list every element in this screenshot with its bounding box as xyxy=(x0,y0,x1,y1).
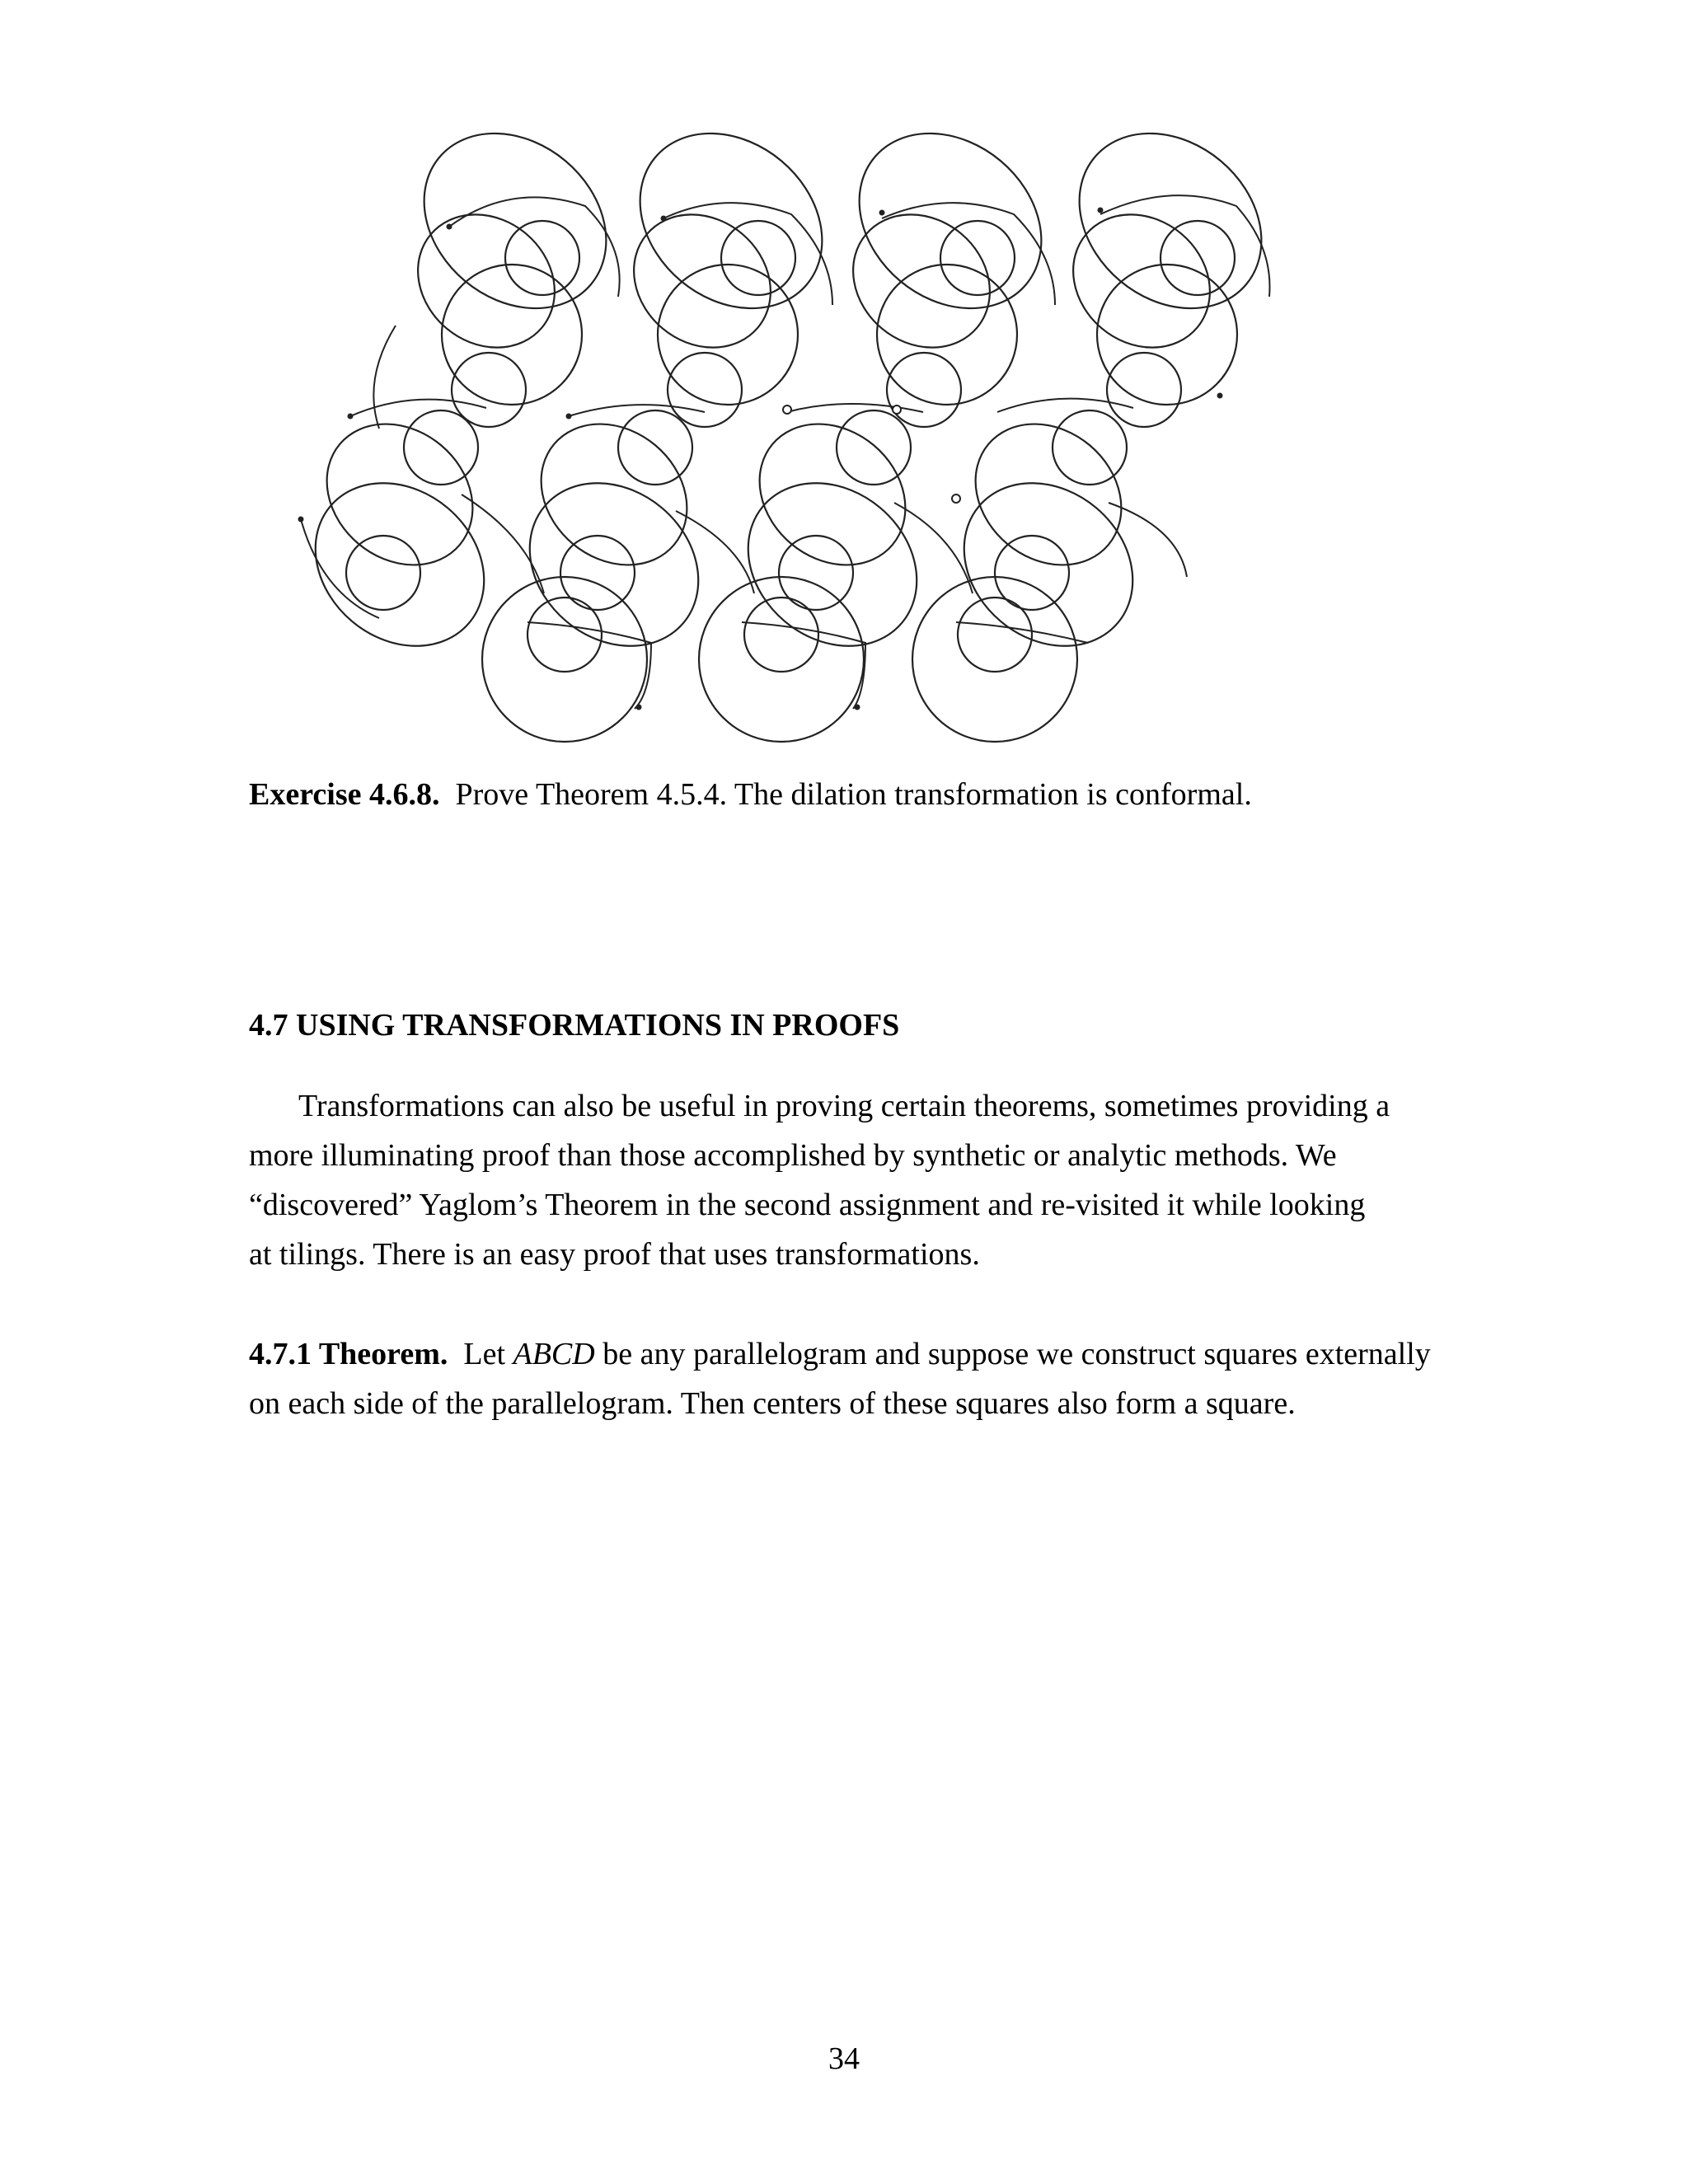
figure-ellipse xyxy=(389,97,641,344)
figure-point xyxy=(783,405,791,414)
figure-ellipse xyxy=(607,187,797,375)
figure-point xyxy=(952,494,960,503)
theorem-parallelogram-name: ABCD xyxy=(513,1337,595,1371)
figure-circle xyxy=(404,410,478,485)
paragraph-line: “discovered” Yaglom’s Theorem in the second assignment and re-visited it while looking xyxy=(249,1188,1366,1222)
theorem-text-before: Let xyxy=(463,1337,505,1371)
page-number: 34 xyxy=(828,2041,860,2076)
figure-arc xyxy=(373,326,396,429)
figure-circle xyxy=(1053,410,1127,485)
figure-circle xyxy=(1097,265,1237,405)
figure-ellipse xyxy=(1044,97,1296,344)
figure-circle xyxy=(940,221,1015,295)
paragraph-line: Transformations can also be useful in proving certain theorems, sometimes providing a xyxy=(298,1089,1390,1123)
paragraph-line: more illuminating proof than those accomplished by synthetic or analytic methods. We xyxy=(249,1138,1337,1173)
figure-circle xyxy=(442,265,582,405)
theorem-label: 4.7.1 Theorem. xyxy=(249,1337,448,1371)
figure-circle xyxy=(699,577,864,742)
figure-arc xyxy=(663,203,832,305)
figure-ellipse xyxy=(605,97,857,344)
figure-ellipse xyxy=(931,449,1165,679)
figure-point xyxy=(856,705,860,710)
figure-point xyxy=(349,415,353,419)
figure-arc xyxy=(956,622,1088,643)
figure-circle xyxy=(887,353,961,427)
figure-point xyxy=(1099,209,1103,213)
figure-circle xyxy=(618,410,692,485)
figure-point xyxy=(299,518,303,522)
figure-point xyxy=(880,211,884,215)
figure-arc xyxy=(1100,195,1270,297)
paragraph-line: at tilings. There is an easy proof that uses transformations. xyxy=(249,1237,980,1272)
figure-circle xyxy=(528,598,602,672)
figure-arc xyxy=(787,404,923,412)
figure-point xyxy=(637,705,641,710)
figure-circle xyxy=(668,353,742,427)
exercise-4-6-8 xyxy=(249,770,1452,819)
figure-ellipse xyxy=(826,187,1016,375)
figure-circle xyxy=(452,353,526,427)
figure-circle xyxy=(744,598,818,672)
figure-circle xyxy=(505,221,579,295)
figure-ellipse xyxy=(283,449,517,679)
figure-circle xyxy=(658,265,798,405)
figure-ellipse xyxy=(1046,187,1236,375)
figure-point xyxy=(1218,394,1222,398)
figure-ellipse xyxy=(824,97,1076,344)
section-heading: 4.7 USING TRANSFORMATIONS IN PROOFS xyxy=(249,1008,900,1043)
figure-point xyxy=(662,217,666,221)
theorem-text-after: be any parallelogram and suppose we construct squares externally on each side of the parallelogram. Then centers of these squares also form a square. xyxy=(249,1337,1431,1421)
circle-tiling-figure xyxy=(0,0,1688,758)
figure-arc xyxy=(882,203,1055,305)
figure-circle xyxy=(912,577,1077,742)
figure-arc xyxy=(301,519,379,618)
figure-circle xyxy=(877,265,1017,405)
figure-circle xyxy=(1107,353,1181,427)
figure-point xyxy=(448,225,452,229)
figure-point xyxy=(893,405,901,414)
exercise-label: Exercise 4.6.8. xyxy=(249,777,440,812)
figure-circle xyxy=(837,410,911,485)
figure-arc xyxy=(676,511,754,593)
figure-circle xyxy=(346,536,420,610)
figure-arc xyxy=(350,400,486,416)
figure-point xyxy=(567,415,571,419)
figure-circle xyxy=(721,221,795,295)
figure-circle xyxy=(482,577,647,742)
figure-arc xyxy=(462,494,544,593)
figure-arc xyxy=(894,503,973,593)
figure-ellipse xyxy=(391,187,581,375)
body-paragraph xyxy=(249,1081,1452,1279)
exercise-text: Prove Theorem 4.5.4. The dilation transformation is conformal. xyxy=(455,777,1252,812)
figure-circle xyxy=(1160,221,1235,295)
theorem-4-7-1 xyxy=(249,1329,1452,1428)
